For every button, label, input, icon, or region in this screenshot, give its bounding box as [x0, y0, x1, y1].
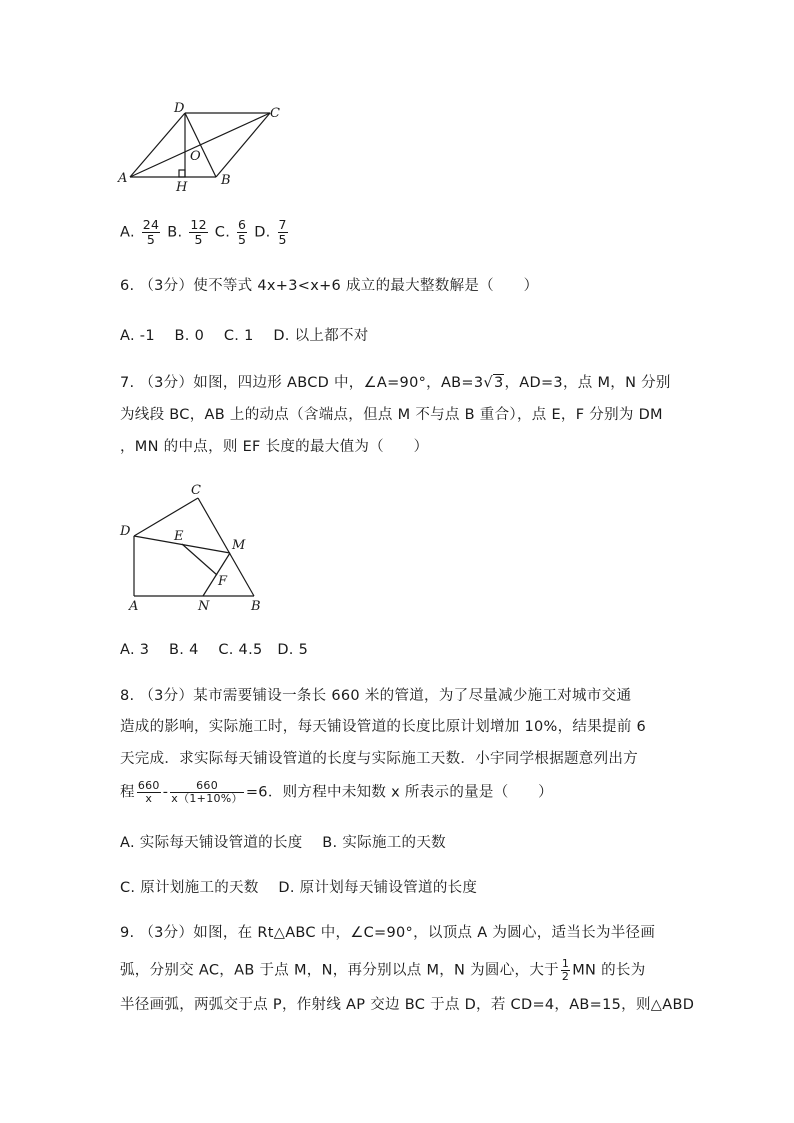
- q7-line-3: ，MN 的中点，则 EF 长度的最大值为（ ）: [120, 439, 429, 455]
- q9-line-3: 半径画弧，两弧交于点 P，作射线 AP 交边 BC 于点 D，若 CD=4，AB=15，则△ABD: [120, 997, 695, 1013]
- q9-half-fraction: $\frac{1}{2}$: [561, 957, 570, 983]
- q8-fraction-2: $\frac{660}{x(1+10\%)}$: [171, 779, 243, 805]
- q5-option-b-label: B.: [167, 224, 183, 241]
- q8-options-ab: A. 实际每天铺设管道的长度 B. 实际施工的天数: [120, 835, 446, 851]
- q5-option-b-fraction: $\frac{12}{5}$: [190, 217, 207, 247]
- q8-line-3: 天完成．求实际每天铺设管道的长度与实际施工天数．小宇同学根据题意列出方: [120, 751, 638, 767]
- label-c: C: [191, 483, 201, 498]
- q5-options: [120, 218, 290, 247]
- label-a: A: [118, 171, 128, 186]
- q6-stem: 6. （3分）使不等式 4x+3<x+6 成立的最大整数解是（ ）: [120, 278, 539, 294]
- q5-option-a-label: A.: [120, 224, 135, 241]
- label-e: E: [174, 529, 184, 544]
- q5-option-c-label: C.: [214, 224, 231, 241]
- label-m: M: [232, 538, 246, 553]
- q7-line-1: 7. （3分）如图，四边形 ABCD 中，∠A=90°，AB=3√3，AD=3，点 M，N 分别: [120, 375, 671, 391]
- q5-option-a-fraction: $\frac{24}{5}$: [142, 217, 160, 247]
- q9-line-2: 弧，分别交 AC，AB 于点 M，N，再分别以点 M，N 为圆心，大于 $\frac{1}{2}$ MN 的长为: [120, 957, 646, 983]
- diagonal-db: [185, 113, 216, 177]
- q8-options-cd: C. 原计划施工的天数 D. 原计划每天铺设管道的长度: [120, 880, 478, 896]
- side-dc: [134, 498, 198, 536]
- q5-option-d-fraction: $\frac{7}{5}$: [278, 217, 287, 247]
- q5-option-d-label: D.: [254, 224, 271, 241]
- q5-option-c-fraction: $\frac{6}{5}$: [238, 217, 247, 247]
- label-b: B: [221, 173, 231, 188]
- side-cb: [216, 113, 270, 177]
- figure-quadrilateral: [110, 478, 280, 616]
- sqrt-symbol: √3: [483, 375, 504, 391]
- q8-line-2: 造成的影响，实际施工时，每天铺设管道的长度比原计划增加 10%，结果提前 6: [120, 719, 647, 735]
- q6-options: A. -1 B. 0 C. 1 D. 以上都不对: [120, 328, 369, 344]
- label-c: C: [270, 106, 280, 121]
- label-b: B: [251, 599, 261, 614]
- figure-parallelogram: [110, 98, 310, 198]
- label-d: D: [120, 524, 131, 539]
- label-n: N: [198, 599, 210, 614]
- segment-ef: [182, 544, 217, 575]
- label-h: H: [176, 180, 188, 195]
- q8-fraction-1: $\frac{660}{x}$: [137, 779, 160, 805]
- q7-options: A. 3 B. 4 C. 4.5 D. 5: [120, 642, 309, 658]
- q7-line-2: 为线段 BC，AB 上的动点（含端点，但点 M 不与点 B 重合），点 E，F 分别为 DM: [120, 407, 663, 423]
- label-d: D: [174, 101, 185, 116]
- label-o: O: [190, 149, 201, 164]
- right-angle-mark: [179, 170, 185, 177]
- side-ad: [130, 113, 185, 177]
- label-a: A: [129, 599, 139, 614]
- q9-line-1: 9. （3分）如图，在 Rt△ABC 中，∠C=90°，以顶点 A 为圆心，适当长为半径画: [120, 925, 656, 941]
- q8-line-4: 程 $\frac{660}{x}$ - $\frac{660}{x(1+10\%)}$ =6．则方程中未知数 x 所表示的量是（ ）: [120, 779, 553, 805]
- q8-line-1: 8. （3分）某市需要铺设一条长 660 米的管道，为了尽量减少施工对城市交通: [120, 688, 632, 704]
- label-f: F: [218, 574, 228, 589]
